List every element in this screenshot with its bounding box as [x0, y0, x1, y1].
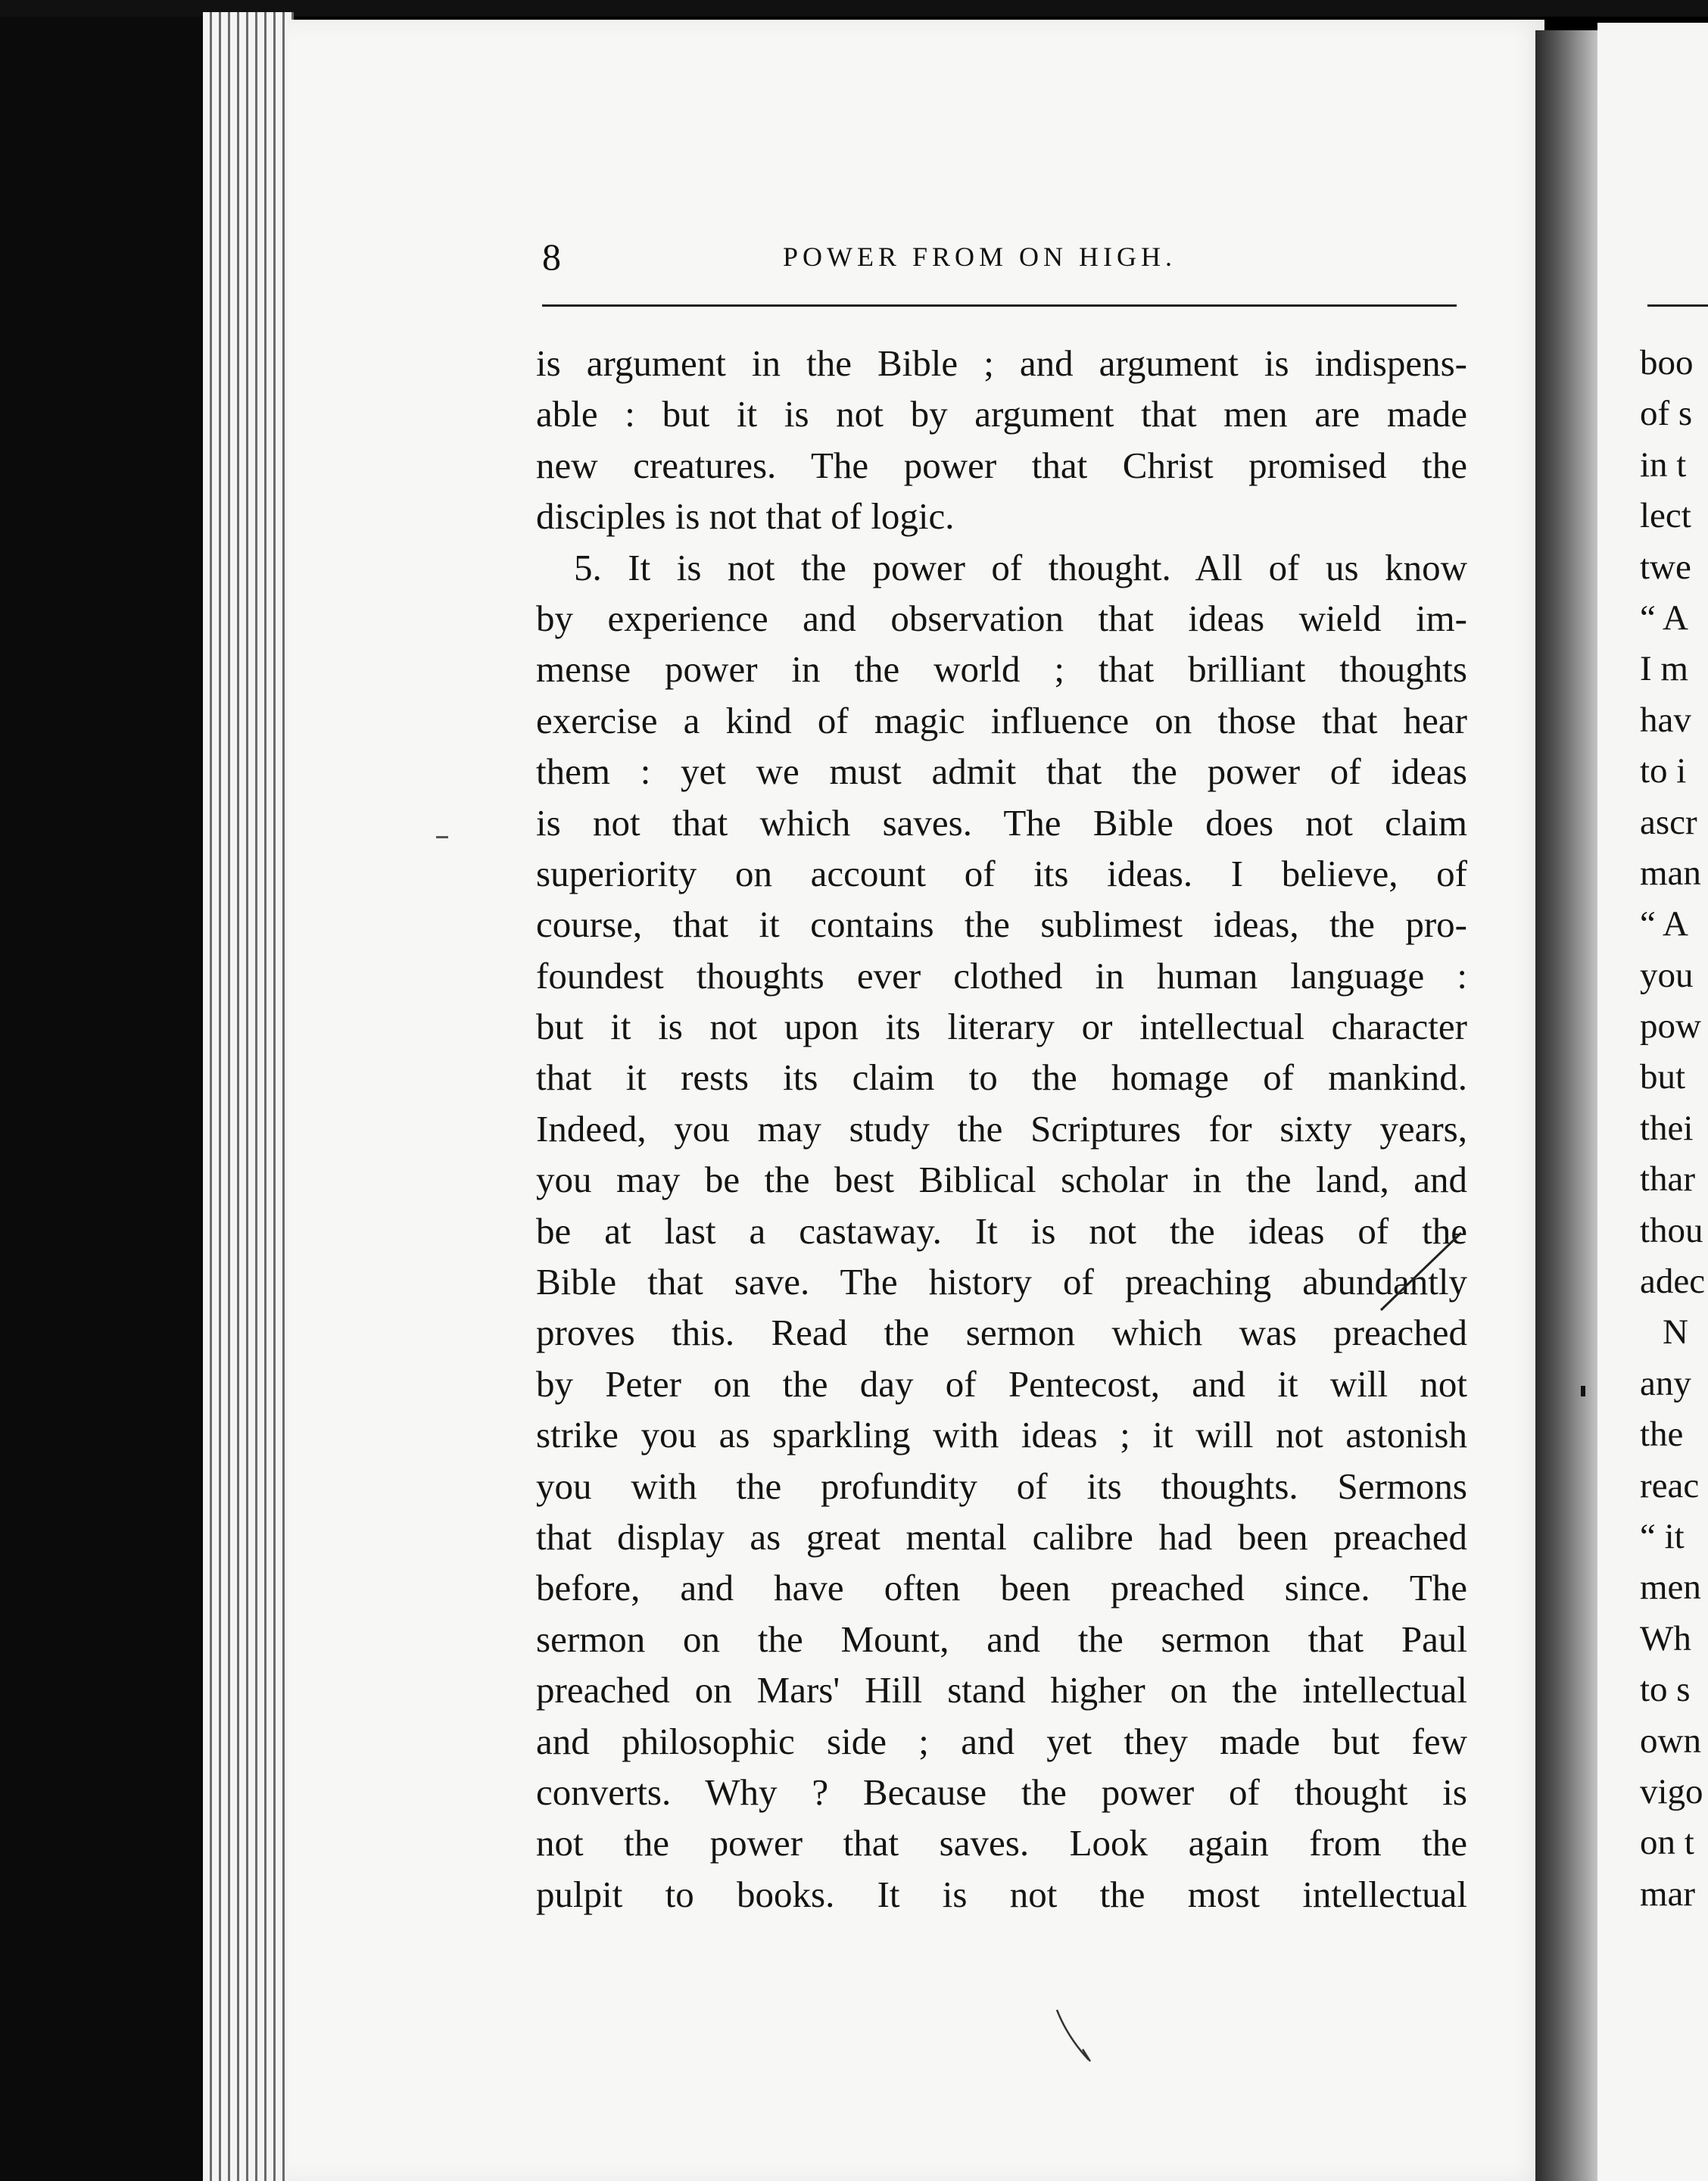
text-line: mar [1640, 1874, 1696, 1914]
text-line: not the power that saves. Look again from the [536, 1822, 1467, 1864]
text-line: course, that it contains the sublimest ideas, the pro- [536, 903, 1467, 946]
text-line: in t [1640, 445, 1687, 485]
text-line: boo [1640, 343, 1694, 382]
text-line: “ A [1640, 904, 1688, 944]
text-line: preached on Mars' Hill stand higher on the intellectual [536, 1669, 1467, 1711]
text-line: thei [1640, 1108, 1694, 1148]
text-line: by experience and observation that ideas wield im- [536, 597, 1467, 639]
text-line: Wh [1640, 1618, 1691, 1658]
text-line: by Peter on the day of Pentecost, and it will not [536, 1362, 1467, 1405]
text-line: N [1663, 1312, 1688, 1353]
text-line: is not that which saves. The Bible does not claim [536, 801, 1467, 844]
pen-mark [1378, 1227, 1469, 1318]
scan-left-margin [0, 0, 203, 2181]
text-line: proves this. Read the sermon which was preached [536, 1312, 1467, 1354]
text-line: foundest thoughts ever clothed in human language : [536, 954, 1467, 997]
text-line: pow [1640, 1006, 1701, 1047]
page-header [542, 227, 1458, 288]
pencil-mark [1052, 2007, 1098, 2067]
text-line: any [1640, 1363, 1691, 1403]
text-line: thar [1640, 1159, 1696, 1200]
text-line: ascr [1640, 802, 1697, 842]
text-line: you may be the best Biblical scholar in the land, and [536, 1159, 1467, 1201]
header-rule [542, 304, 1457, 307]
page-number: 8 [542, 236, 561, 278]
text-line: vigo [1640, 1771, 1703, 1811]
text-line: I m [1640, 649, 1688, 689]
text-line: new creatures. The power that Christ promised the [536, 444, 1467, 486]
text-line: disciples is not that of logic. [536, 495, 955, 538]
text-line: that it rests its claim to the homage of mankind. [536, 1056, 1467, 1099]
text-line: 5. It is not the power of thought. All of us know [574, 546, 1467, 588]
text-line: to s [1640, 1670, 1691, 1710]
text-line: of s [1640, 394, 1693, 434]
text-line: before, and have often been preached since. The [536, 1567, 1467, 1609]
text-line: be at last a castaway. It is not the ideas of the [536, 1209, 1467, 1252]
text-line: and philosophic side ; and yet they made but few [536, 1720, 1467, 1762]
text-line: on t [1640, 1823, 1694, 1863]
text-line: converts. Why ? Because the power of thought is [536, 1771, 1467, 1813]
book-spine-gutter [1535, 30, 1602, 2181]
text-line: Bible that save. The history of preaching abundantly [536, 1261, 1467, 1303]
text-line: thou [1640, 1210, 1703, 1250]
text-line: adec [1640, 1262, 1706, 1302]
text-line: mense power in the world ; that brilliant thoughts [536, 648, 1467, 691]
facing-page-text [1640, 303, 1708, 1914]
body-text [536, 338, 1467, 1920]
text-line: twe [1640, 547, 1691, 587]
running-title: POWER FROM ON HIGH. [783, 242, 1177, 272]
text-line: superiority on account of its ideas. I believe, of [536, 852, 1467, 894]
text-line: lect [1640, 496, 1691, 536]
text-line: is argument in the Bible ; and argument is indispens- [536, 342, 1467, 384]
text-line: that display as great mental calibre had been preached [536, 1515, 1467, 1558]
text-line: men [1640, 1568, 1701, 1608]
text-line: to i [1640, 751, 1687, 791]
text-line: sermon on the Mount, and the sermon that Paul [536, 1618, 1467, 1660]
text-line: hav [1640, 700, 1691, 740]
scan-speck [436, 836, 448, 838]
text-line: strike you as sparkling with ideas ; it will not astonish [536, 1414, 1467, 1456]
text-line: able : but it is not by argument that men are made [536, 393, 1467, 435]
text-line: “ it [1640, 1516, 1685, 1556]
scan-speck [1581, 1386, 1585, 1396]
text-line: own [1640, 1721, 1701, 1761]
text-line: “ A [1640, 598, 1688, 638]
text-line: Indeed, you may study the Scriptures for sixty years, [536, 1107, 1467, 1150]
text-line: pulpit to books. It is not the most intellectual [536, 1873, 1467, 1915]
text-line: reac [1640, 1465, 1700, 1505]
text-line: but it is not upon its literary or intellectual character [536, 1006, 1467, 1048]
text-line: them : yet we must admit that the power of ideas [536, 750, 1467, 793]
text-line: but [1640, 1057, 1686, 1097]
text-line: you with the profundity of its thoughts. Sermons [536, 1465, 1467, 1507]
text-line: the [1640, 1415, 1684, 1455]
text-line: you [1640, 955, 1694, 995]
text-line: exercise a kind of magic influence on those that hear [536, 699, 1467, 741]
stacked-page-edges [203, 12, 294, 2181]
text-line: man [1640, 853, 1701, 893]
